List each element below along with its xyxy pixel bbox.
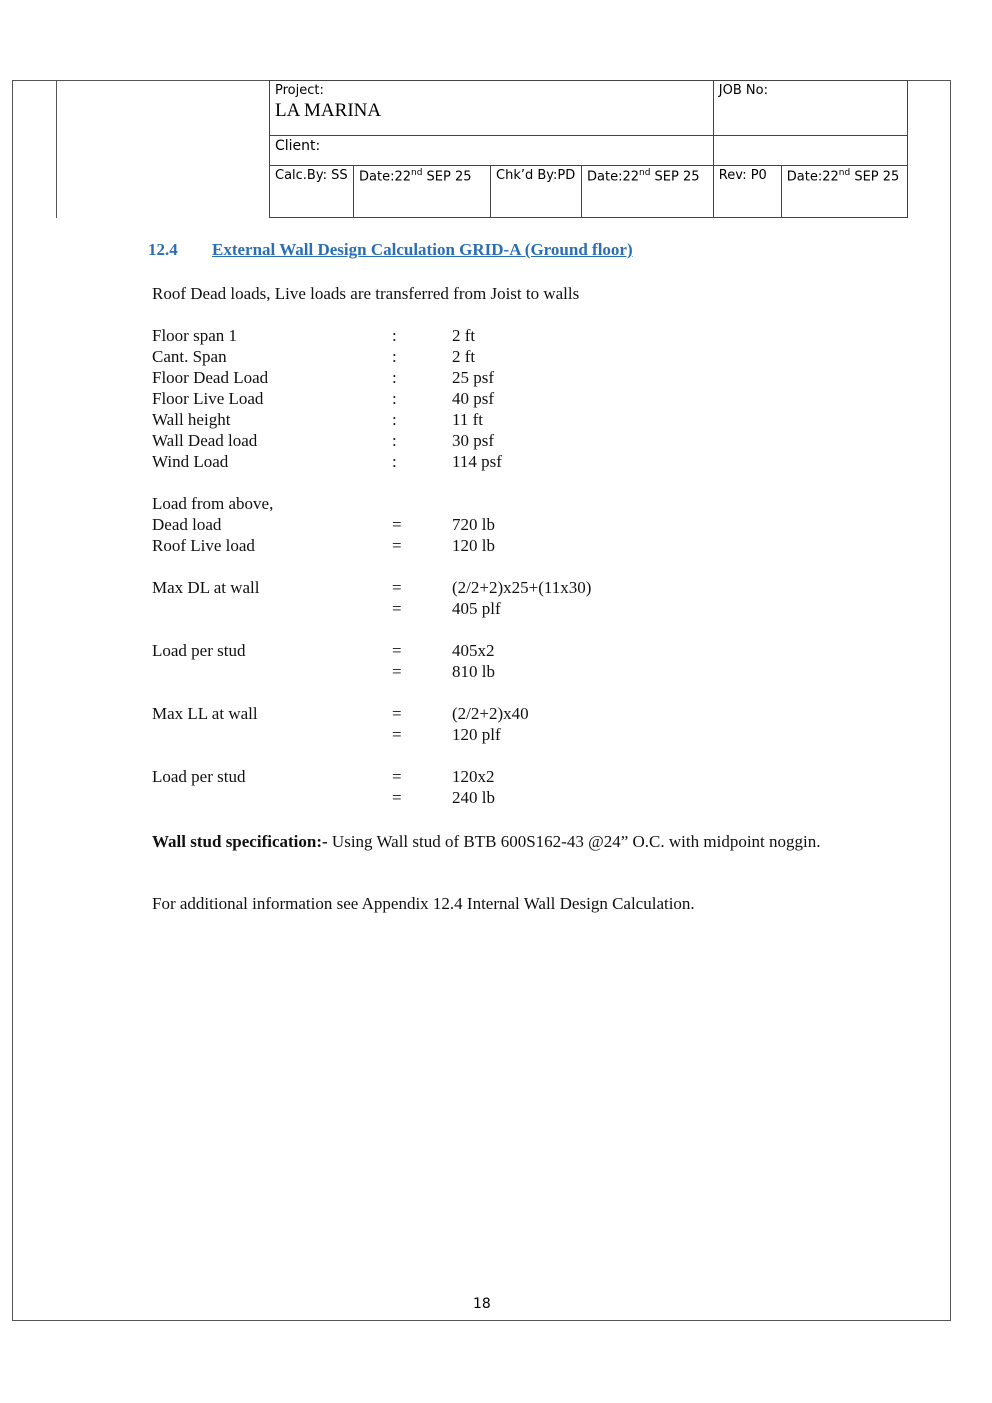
load-row [152,515,852,536]
date3-sup: nd [838,168,851,178]
param-label: Wall Dead load [152,431,258,450]
project-cell [270,81,714,136]
calc-row [152,725,852,746]
client-label: Client: [275,138,321,154]
param-label: Floor Dead Load [152,368,269,387]
param-sep: : [392,368,397,387]
rev: Rev: P0 [718,168,767,183]
load-label: Roof Live load [152,536,255,555]
date2-sup: nd [639,168,651,178]
param-value: 114 psf [452,452,502,471]
param-sep: : [392,389,397,408]
param-sep: : [392,452,397,471]
stud-specification [152,831,852,852]
calc-label: Max LL at wall [152,704,258,723]
calc-sep: = [392,599,402,618]
section-number: 12.4 [148,240,178,259]
client-cell [270,136,714,166]
rev-cell [713,166,781,218]
load-value: 720 lb [452,515,495,534]
date3-suffix: SEP 25 [850,169,900,185]
param-label: Wall height [152,410,231,429]
param-row [152,368,852,389]
calc-row [152,788,852,809]
calc-by: Calc.By: SS [275,168,348,183]
logo-area [56,80,269,218]
job-label: JOB No: [718,83,768,98]
section-title[interactable]: External Wall Design Calculation GRID-A (Ground floor) [212,240,633,259]
page-number: 18 [473,1296,491,1312]
calc-value: (2/2+2)x25+(11x30) [452,578,592,597]
calc-label: Load per stud [152,641,246,660]
param-value: 30 psf [452,431,495,450]
param-sep: : [392,347,397,366]
project-label: Project: [275,83,324,98]
load-from-above: Load from above, [152,494,274,513]
param-sep: : [392,410,397,429]
calc-row [152,662,852,683]
param-value: 40 psf [452,389,495,408]
load-sep: = [392,515,402,534]
calc-sep: = [392,662,402,681]
calc-row [152,641,852,662]
param-label: Cant. Span [152,347,227,366]
param-row [152,410,852,431]
param-label: Wind Load [152,452,229,471]
param-row [152,326,852,347]
calc-row [152,704,852,725]
load-label: Dead load [152,515,222,534]
client-blank-cell [713,136,907,166]
calc-sep: = [392,704,402,723]
param-sep: : [392,326,397,345]
param-value: 2 ft [452,347,476,366]
load-row [152,536,852,557]
chkd-by: Chk’d By:PD [496,168,576,183]
date1-cell [354,166,491,218]
calc-row [152,599,852,620]
title-block [269,80,908,218]
calc-sep: = [392,641,402,660]
date2-suffix: SEP 25 [650,169,700,185]
calc-row [152,578,852,599]
calc-by-cell [270,166,354,218]
calc-value: 120 plf [452,725,501,744]
param-label: Floor Live Load [152,389,264,408]
date1-prefix: Date:22 [359,169,411,185]
param-value: 2 ft [452,326,476,345]
param-row [152,431,852,452]
param-row [152,347,852,368]
param-value: 25 psf [452,368,495,387]
param-value: 11 ft [452,410,484,429]
calc-value: 120x2 [452,767,495,786]
calc-sep: = [392,725,402,744]
calc-value: 405 plf [452,599,501,618]
calc-value: 810 lb [452,662,495,681]
date1-sup: nd [411,168,423,178]
intro-text: Roof Dead loads, Live loads are transferred from Joist to walls [152,284,580,303]
job-cell [713,81,907,136]
date2-cell [582,166,714,218]
param-row [152,452,852,473]
date1-suffix: SEP 25 [422,169,472,185]
calc-value: 240 lb [452,788,495,807]
spec-text: Using Wall stud of BTB 600S162-43 @24” O.C. with midpoint noggin. [327,832,821,851]
calc-sep: = [392,788,402,807]
date2-prefix: Date:22 [587,169,639,185]
calc-sep: = [392,578,402,597]
date3-prefix: Date:22 [786,169,839,185]
calc-sep: = [392,767,402,786]
load-sep: = [392,536,402,555]
date3-cell [781,166,907,218]
chkd-by-cell [491,166,582,218]
param-sep: : [392,431,397,450]
calc-value: 405x2 [452,641,495,660]
param-row [152,389,852,410]
calc-value: (2/2+2)x40 [452,704,529,723]
load-value: 120 lb [452,536,495,555]
calc-row [152,767,852,788]
calc-label: Max DL at wall [152,578,260,597]
spec-heading: Wall stud specification:- [152,832,328,851]
param-label: Floor span 1 [152,326,237,345]
calc-label: Load per stud [152,767,246,786]
page-border [12,80,951,1321]
additional-info: For additional information see Appendix 12.4 Internal Wall Design Calculation. [152,894,695,913]
project-name: LA MARINA [275,100,382,121]
